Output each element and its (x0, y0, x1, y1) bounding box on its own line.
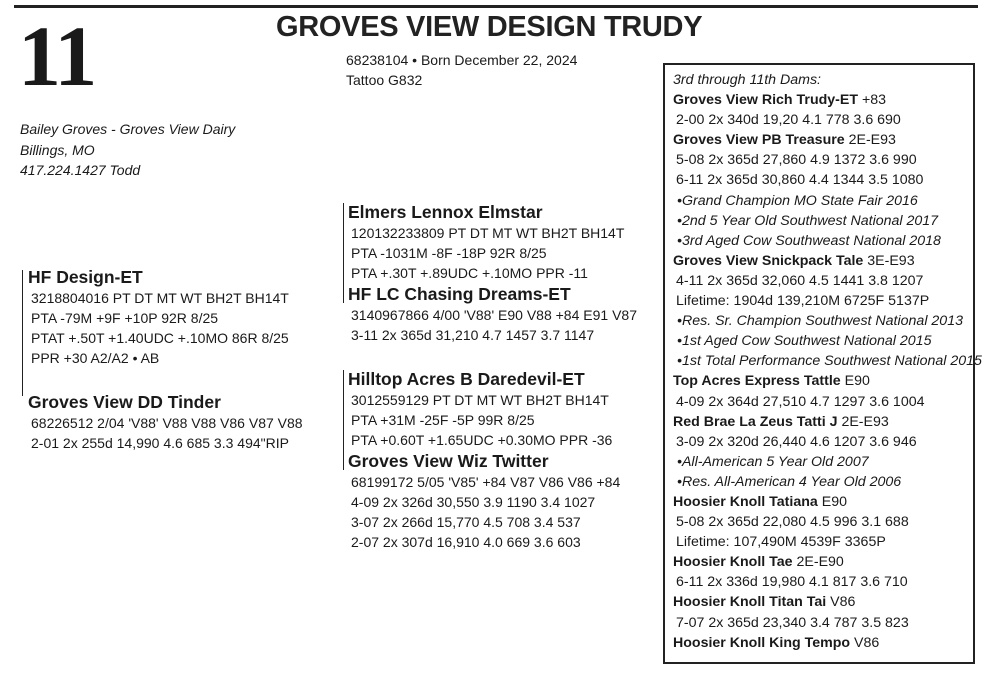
sire-sire-name: Elmers Lennox Elmstar (348, 202, 543, 222)
dam-block (28, 391, 303, 453)
dam-entry-record: 2-00 2x 340d 19,20 4.1 778 3.6 690 (676, 112, 901, 129)
dam-dam-detail: 68199172 5/05 'V85' +84 V87 V86 V86 +84 (351, 474, 621, 490)
dam-entry-score: E90 (817, 493, 847, 510)
sire-detail: PPR +30 A2/A2 • AB (31, 350, 160, 366)
dam-entry-name: Hoosier Knoll Tatiana (673, 493, 818, 510)
dam-entry-honor: •1st Total Performance Southwest National 2015 (677, 353, 982, 370)
top-rule (14, 5, 978, 8)
dam-entry-name: Red Brae La Zeus Tatti J (673, 413, 838, 430)
sire-dam-name: HF LC Chasing Dreams-ET (348, 284, 571, 304)
dam-entry-score: +83 (858, 92, 887, 109)
dam-entry-name: Hoosier Knoll Tae (673, 554, 793, 571)
dam-entry (673, 633, 982, 653)
dam-sire-detail: PTA +31M -25F -5P 99R 8/25 (351, 412, 535, 428)
dam-entry-record: 4-11 2x 365d 32,060 4.5 1441 3.8 1207 (676, 272, 924, 289)
dam-entry-lifetime: Lifetime: 1904d 139,210M 6725F 5137P (676, 293, 930, 310)
dam-entry-honor: •Grand Champion MO State Fair 2016 (677, 192, 918, 209)
sire-block (28, 266, 289, 368)
dam-entry-record: 6-11 2x 365d 30,860 4.4 1344 3.5 1080 (676, 172, 924, 189)
dam-name: Groves View DD Tinder (28, 392, 221, 412)
dam-dam-detail: 3-07 2x 266d 15,770 4.5 708 3.4 537 (351, 514, 581, 530)
dam-entry-record: 7-07 2x 365d 23,340 3.4 787 3.5 823 (676, 614, 909, 631)
dam-entry-honor: •3rd Aged Cow Southweast National 2018 (677, 232, 941, 249)
dam-entry-record: 5-08 2x 365d 27,860 4.9 1372 3.6 990 (676, 152, 917, 169)
dam-entry (673, 371, 982, 411)
dam-dam-block (348, 450, 620, 552)
sire-detail: 3218804016 PT DT MT WT BH2T BH14T (31, 290, 289, 306)
dam-entry (673, 90, 982, 130)
dam-entry-record: 3-09 2x 320d 26,440 4.6 1207 3.6 946 (676, 433, 917, 450)
dam-entry-honor: •Res. Sr. Champion Southwest National 2013 (677, 313, 963, 330)
dam-entry-score: 2E-E93 (837, 413, 889, 430)
dam-entry-honor: •All-American 5 Year Old 2007 (677, 453, 869, 470)
dam-entry-name: Groves View Rich Trudy-ET (673, 92, 859, 109)
dam-dam-detail: 4-09 2x 326d 30,550 3.9 1190 3.4 1027 (351, 494, 596, 510)
consignor-line: Bailey Groves - Groves View Dairy (20, 121, 236, 137)
dam-sire-bracket (343, 370, 344, 470)
dam-entry-name: Hoosier Knoll Titan Tai (673, 594, 827, 611)
sire-sire-block (348, 201, 624, 283)
dam-entry-name: Top Acres Express Tattle (673, 373, 841, 390)
dam-entry-name: Groves View Snickpack Tale (673, 252, 864, 269)
dam-entry-record: 5-08 2x 365d 22,080 4.5 996 3.1 688 (676, 514, 909, 531)
dam-sire-detail: PTA +0.60T +1.65UDC +0.30MO PPR -36 (351, 432, 613, 448)
dam-dam-name: Groves View Wiz Twitter (348, 451, 549, 471)
sire-sire-bracket (343, 203, 344, 303)
sire-bracket (22, 270, 23, 396)
dam-entry-honor: •1st Aged Cow Southwest National 2015 (677, 333, 932, 350)
sire-name: HF Design-ET (28, 267, 143, 287)
dam-entry-honor: •Res. All-American 4 Year Old 2006 (677, 473, 902, 490)
dam-entry (673, 552, 982, 592)
dam-entry (673, 251, 982, 372)
sire-sire-detail: PTA +.30T +.89UDC +.10MO PPR -11 (351, 265, 588, 281)
dam-entry-score: 2E-E93 (844, 132, 896, 149)
consignor (20, 119, 235, 181)
tattoo: Tattoo G832 (346, 72, 423, 88)
dam-entry-score: 2E-E90 (792, 554, 844, 571)
dam-entry-lifetime: Lifetime: 107,490M 4539F 3365P (676, 534, 886, 551)
registration-line: 68238104 • Born December 22, 2024 (346, 52, 578, 68)
sire-dam-detail: 3-11 2x 365d 31,210 4.7 1457 3.7 1147 (351, 327, 595, 343)
sire-detail: PTAT +.50T +1.40UDC +.10MO 86R 8/25 (31, 330, 289, 346)
dam-entry-record: 6-11 2x 336d 19,980 4.1 817 3.6 710 (676, 574, 908, 591)
dam-entry-record: 4-09 2x 364d 27,510 4.7 1297 3.6 1004 (676, 393, 925, 410)
dam-detail: 2-01 2x 255d 14,990 4.6 685 3.3 494"RIP (31, 435, 289, 451)
sire-sire-detail: PTA -1031M -8F -18P 92R 8/25 (351, 245, 547, 261)
dam-sire-block (348, 368, 612, 450)
dam-entry (673, 492, 982, 552)
dam-entry-score: V86 (850, 634, 880, 651)
sire-sire-detail: 120132233809 PT DT MT WT BH2T BH14T (351, 225, 625, 241)
dam-entry (673, 412, 982, 492)
dam-entry-score: E90 (840, 373, 870, 390)
dam-detail: 68226512 2/04 'V88' V88 V88 V86 V87 V88 (31, 415, 303, 431)
dam-entry (673, 130, 982, 251)
lot-number: 11 (18, 8, 96, 104)
sire-dam-block (348, 283, 637, 345)
dam-entry-name: Groves View PB Treasure (673, 132, 845, 149)
consignor-phone: 417.224.1427 Todd (20, 162, 141, 178)
dams-list (673, 70, 982, 653)
dam-dam-detail: 2-07 2x 307d 16,910 4.0 669 3.6 603 (351, 534, 581, 550)
animal-name: GROVES VIEW DESIGN TRUDY (276, 11, 703, 43)
consignor-location: Billings, MO (20, 141, 95, 158)
dams-header: 3rd through 11th Dams: (673, 72, 821, 88)
dam-sire-detail: 3012559129 PT DT MT WT BH2T BH14T (351, 392, 609, 408)
dam-entry-name: Hoosier Knoll King Tempo (673, 634, 851, 651)
registration-info (346, 50, 577, 90)
sire-detail: PTA -79M +9F +10P 92R 8/25 (31, 310, 219, 326)
sire-dam-detail: 3140967866 4/00 'V88' E90 V88 +84 E91 V87 (351, 307, 637, 323)
dam-sire-name: Hilltop Acres B Daredevil-ET (348, 369, 585, 389)
dam-entry-score: 3E-E93 (863, 252, 915, 269)
dam-entry-honor: •2nd 5 Year Old Southwest National 2017 (677, 212, 939, 229)
dam-entry (673, 592, 982, 632)
dam-entry-score: V86 (826, 594, 856, 611)
